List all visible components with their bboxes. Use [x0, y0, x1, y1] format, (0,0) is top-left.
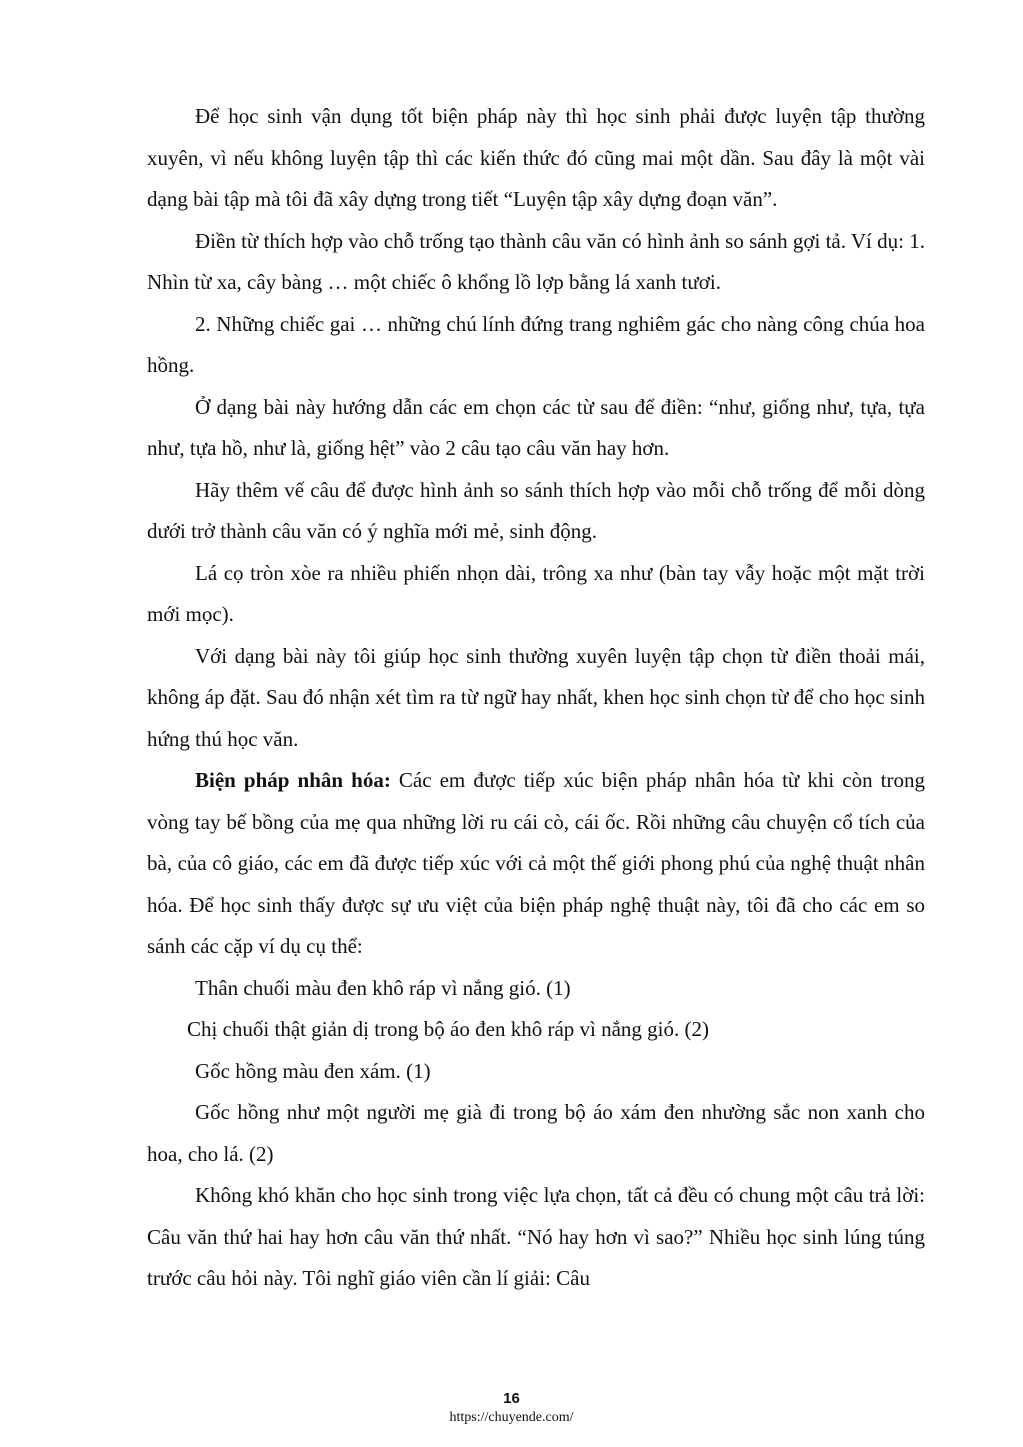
document-body [147, 96, 925, 1300]
example-line: Gốc hồng như một người mẹ già đi trong bộ áo xám đen nhường sắc non xanh cho hoa, cho lá. (2) [147, 1100, 925, 1166]
example-line: Gốc hồng màu đen xám. (1) [195, 1058, 431, 1083]
example-line: Chị chuối thật giản dị trong bộ áo đen khô ráp vì nắng gió. (2) [187, 1017, 709, 1041]
page-number: 16 [503, 1390, 520, 1407]
paragraph-text: Các em được tiếp xúc biện pháp nhân hóa từ khi còn trong vòng tay bế bồng của mẹ qua những lời ru cái cò, cái ốc. Rồi những câu chuyện cổ tích của bà, của cô giáo, các em đã được tiếp xúc với cả một thế giới phong phú của nghệ thuật nhân hóa. Để học sinh thấy được sự ưu việt của biện pháp nghệ thuật này, tôi đã cho các em so sánh các cặp ví dụ cụ thể: [147, 768, 925, 958]
example-line: Thân chuối màu đen khô ráp vì nắng gió. (1) [195, 975, 571, 1000]
paragraph: Không khó khăn cho học sinh trong việc lựa chọn, tất cả đều có chung một câu trả lời: Câu văn thứ hai hay hơn câu văn thứ nhất. “Nó hay hơn vì sao?” Nhiều học sinh lúng túng trước câu hỏi này. Tôi nghĩ giáo viên cần lí giải: Câu [147, 1183, 925, 1290]
personification-paragraph [147, 760, 925, 968]
paragraph: Hãy thêm vế câu để được hình ảnh so sánh thích hợp vào mỗi chỗ trống để mỗi dòng dưới trở thành câu văn có ý nghĩa mới mẻ, sinh động. [147, 477, 925, 543]
paragraph: 2. Những chiếc gai … những chú lính đứng trang nghiêm gác cho nàng công chúa hoa hồng. [147, 311, 925, 377]
paragraph: Với dạng bài này tôi giúp học sinh thường xuyên luyện tập chọn từ điền thoải mái, không áp đặt. Sau đó nhận xét tìm ra từ ngữ hay nhất, khen học sinh chọn từ để cho học sinh hứng thú học văn. [147, 643, 925, 751]
paragraph: Để học sinh vận dụng tốt biện pháp này thì học sinh phải được luyện tập thường xuyên, vì nếu không luyện tập thì các kiến thức đó cũng mai một dần. Sau đây là một vài dạng bài tập mà tôi đã xây dựng trong tiết “Luyện tập xây dựng đoạn văn”. [147, 104, 925, 211]
paragraph: Lá cọ tròn xòe ra nhiều phiến nhọn dài, trông xa như (bàn tay vẫy hoặc một mặt trời mới mọc). [147, 560, 925, 626]
paragraph: Ở dạng bài này hướng dẫn các em chọn các từ sau để điền: “như, giống như, tựa, tựa như, tựa hồ, như là, giống hệt” vào 2 câu tạo câu văn hay hơn. [147, 394, 925, 460]
section-heading: Biện pháp nhân hóa: [195, 768, 391, 792]
footer-url[interactable]: https://chuyende.com/ [449, 1410, 574, 1425]
paragraph: Điền từ thích hợp vào chỗ trống tạo thành câu văn có hình ảnh so sánh gợi tả. Ví dụ: 1. Nhìn từ xa, cây bàng … một chiếc ô khổng lồ lợp bằng lá xanh tươi. [147, 228, 925, 294]
